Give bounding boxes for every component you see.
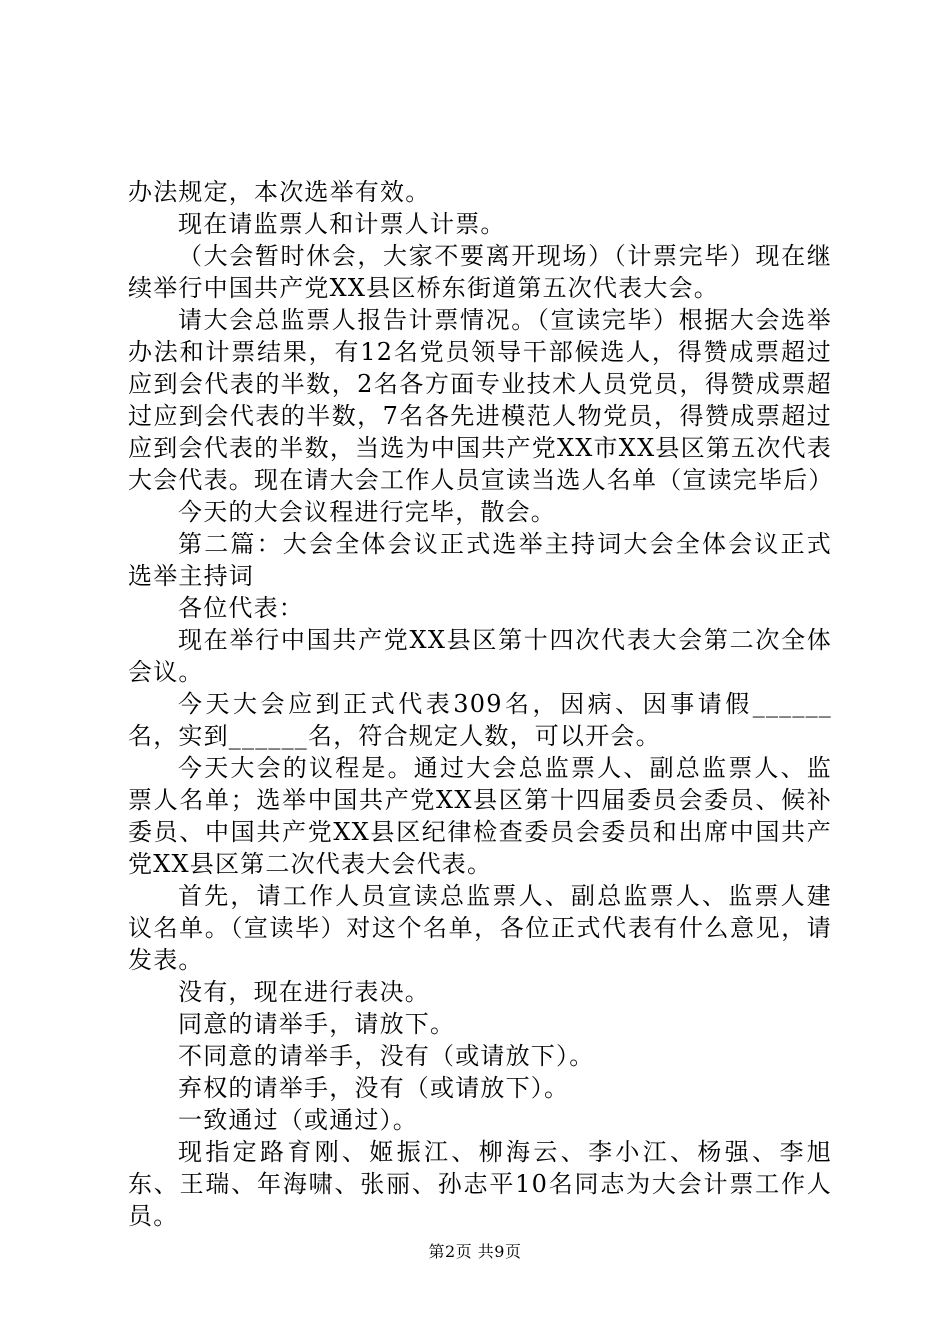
paragraph: 现指定路育刚、姬振江、柳海云、李小江、杨强、李旭东、王瑞、年海啸、张丽、孙志平10名同志为大会计票工作人员。 — [128, 1138, 832, 1230]
paragraph: 弃权的请举手，没有（或请放下）。 — [178, 1074, 570, 1102]
paragraph: 请大会总监票人报告计票情况。（宣读完毕）根据大会选举办法和计票结果，有12名党员领导干部候选人，得赞成票超过应到会代表的半数，2名各方面专业技术人员党员，得赞成票超过应到会代表的半数，7名各先进模范人物党员，得赞成票超过应到会代表的半数，当选为中国共产党XX市XX县区第五次代表大会代表。现在请大会工作人员宣读当选人名单（宣读完毕后） — [128, 306, 834, 494]
paragraph: 现在请监票人和计票人计票。 — [178, 210, 506, 238]
paragraph: 首先，请工作人员宣读总监票人、副总监票人、监票人建议名单。（宣读毕）对这个名单，各位正式代表有什么意见，请发表。 — [128, 882, 832, 974]
page-number-footer: 第2页 共9页 — [428, 1242, 522, 1261]
salutation: 各位代表： — [178, 594, 304, 622]
document-body — [128, 176, 832, 1232]
paragraph: 不同意的请举手，没有（或请放下）。 — [178, 1042, 595, 1070]
paragraph: 今天大会应到正式代表309名，因病、因事请假______名，实到______名，符合规定人数，可以开会。 — [128, 690, 832, 750]
paragraph: 办法规定，本次选举有效。 — [128, 178, 431, 206]
paragraph: 今天的大会议程进行完毕，散会。 — [178, 498, 556, 526]
paragraph: 今天大会的议程是。通过大会总监票人、副总监票人、监票人名单；选举中国共产党XX县区第十四届委员会委员、候补委员、中国共产党XX县区纪律检查委员会委员和出席中国共产党XX县区第二次代表大会代表。 — [128, 754, 832, 878]
paragraph: （大会暂时休会，大家不要离开现场）（计票完毕）现在继续举行中国共产党XX县区桥东街道第五次代表大会。 — [128, 242, 832, 302]
paragraph: 一致通过（或通过）。 — [178, 1106, 418, 1134]
paragraph: 现在举行中国共产党XX县区第十四次代表大会第二次全体会议。 — [128, 626, 832, 686]
paragraph: 同意的请举手，请放下。 — [178, 1010, 456, 1038]
paragraph: 没有，现在进行表决。 — [178, 978, 430, 1006]
section-heading: 第二篇：大会全体会议正式选举主持词大会全体会议正式选举主持词 — [128, 530, 832, 590]
